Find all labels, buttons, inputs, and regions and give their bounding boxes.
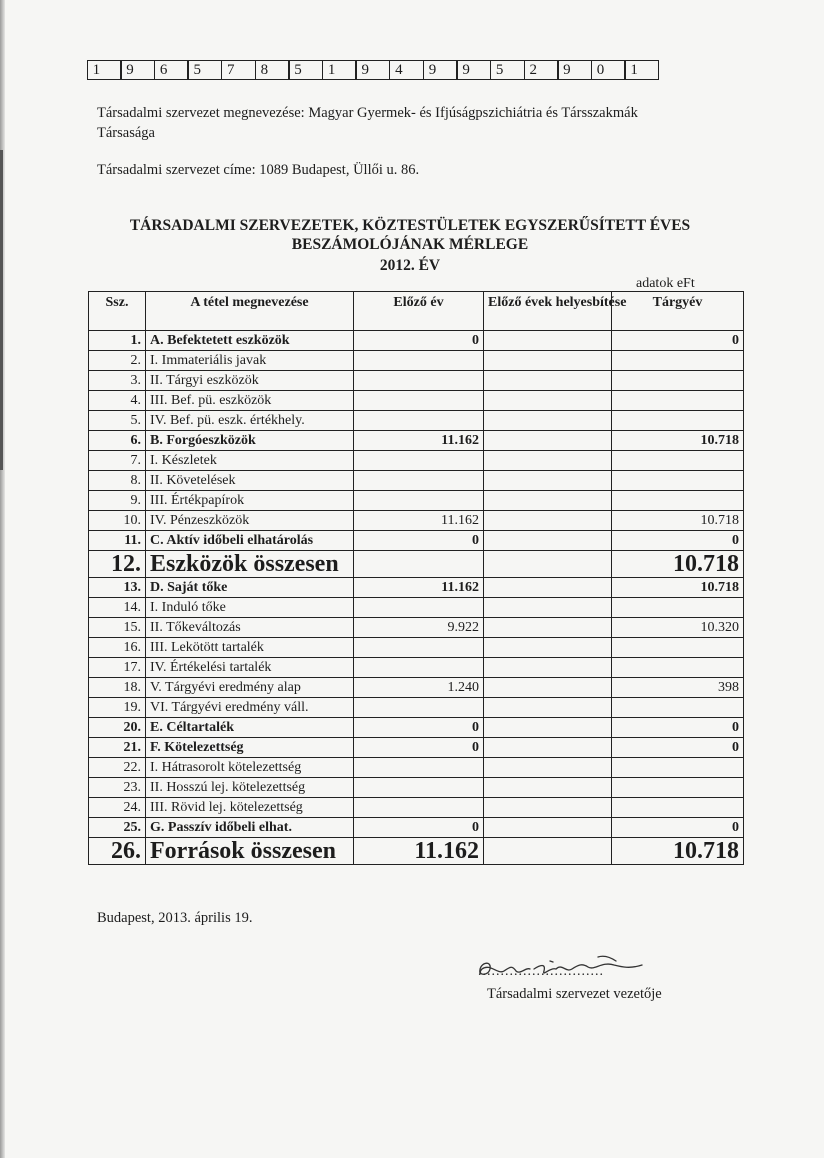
prev-year-cell xyxy=(354,471,484,491)
title-year: 2012. ÉV xyxy=(379,257,441,274)
organization-address: Társadalmi szervezet címe: 1089 Budapest, Üllői u. 86. xyxy=(97,162,420,178)
correction-cell xyxy=(484,838,612,865)
prev-year-cell xyxy=(354,551,484,578)
table-row xyxy=(89,578,744,598)
row-number-cell: 15. xyxy=(89,618,146,638)
prev-year-cell xyxy=(354,658,484,678)
prev-year-cell: 1.240 xyxy=(354,678,484,698)
current-year-cell xyxy=(612,451,744,471)
correction-cell xyxy=(484,511,612,531)
current-year-cell xyxy=(612,598,744,618)
table-row xyxy=(89,718,744,738)
item-name-cell: I. Induló tőke xyxy=(146,598,354,618)
id-digit-box: 9 xyxy=(423,60,458,80)
prev-year-cell: 0 xyxy=(354,331,484,351)
row-number-cell: 7. xyxy=(89,451,146,471)
table-row xyxy=(89,818,744,838)
correction-cell xyxy=(484,471,612,491)
current-year-cell: 0 xyxy=(612,718,744,738)
correction-cell xyxy=(484,551,612,578)
correction-cell xyxy=(484,758,612,778)
id-digit-box: 5 xyxy=(187,60,222,80)
table-row xyxy=(89,391,744,411)
id-digit-box: 4 xyxy=(389,60,424,80)
correction-cell xyxy=(484,798,612,818)
row-number-cell: 13. xyxy=(89,578,146,598)
current-year-cell: 10.718 xyxy=(612,511,744,531)
current-year-cell xyxy=(612,758,744,778)
table-row xyxy=(89,351,744,371)
title-line1: TÁRSADALMI SZERVEZETEK, KÖZTESTÜLETEK EGYSZERŰSÍTETT ÉVES xyxy=(129,217,691,234)
current-year-cell xyxy=(612,638,744,658)
header-item-name: A tétel megnevezése xyxy=(146,292,354,331)
table-row xyxy=(89,491,744,511)
correction-cell xyxy=(484,411,612,431)
correction-cell xyxy=(484,718,612,738)
correction-cell xyxy=(484,371,612,391)
id-digit-box: 5 xyxy=(288,60,323,80)
item-name-cell: C. Aktív időbeli elhatárolás xyxy=(146,531,354,551)
current-year-cell xyxy=(612,658,744,678)
item-name-cell: II. Követelések xyxy=(146,471,354,491)
table-row xyxy=(89,678,744,698)
prev-year-cell xyxy=(354,451,484,471)
row-number-cell: 22. xyxy=(89,758,146,778)
item-name-cell: III. Értékpapírok xyxy=(146,491,354,511)
table-row xyxy=(89,431,744,451)
row-number-cell: 11. xyxy=(89,531,146,551)
table-row xyxy=(89,331,744,351)
header-ssz: Ssz. xyxy=(89,292,146,331)
prev-year-cell xyxy=(354,598,484,618)
item-name-cell: III. Lekötött tartalék xyxy=(146,638,354,658)
correction-cell xyxy=(484,818,612,838)
table-row xyxy=(89,598,744,618)
header-prev-year: Előző év xyxy=(354,292,484,331)
row-number-cell: 6. xyxy=(89,431,146,451)
table-row xyxy=(89,451,744,471)
current-year-cell: 0 xyxy=(612,531,744,551)
current-year-cell: 0 xyxy=(612,818,744,838)
signature-caption: Társadalmi szervezet vezetője xyxy=(487,986,662,1002)
table-row xyxy=(89,371,744,391)
id-digit-box: 0 xyxy=(591,60,626,80)
item-name-cell: V. Tárgyévi eredmény alap xyxy=(146,678,354,698)
table-row xyxy=(89,658,744,678)
prev-year-cell xyxy=(354,698,484,718)
item-name-cell: D. Saját tőke xyxy=(146,578,354,598)
current-year-cell: 10.718 xyxy=(612,431,744,451)
correction-cell xyxy=(484,618,612,638)
current-year-cell: 10.718 xyxy=(612,578,744,598)
current-year-cell: 0 xyxy=(612,738,744,758)
item-name-cell: I. Immateriális javak xyxy=(146,351,354,371)
current-year-cell: 0 xyxy=(612,331,744,351)
prev-year-cell: 11.162 xyxy=(354,511,484,531)
correction-cell xyxy=(484,778,612,798)
current-year-cell xyxy=(612,471,744,491)
item-name-cell: III. Rövid lej. kötelezettség xyxy=(146,798,354,818)
row-number-cell: 14. xyxy=(89,598,146,618)
id-digit-box: 5 xyxy=(490,60,525,80)
prev-year-cell xyxy=(354,758,484,778)
prev-year-cell: 0 xyxy=(354,818,484,838)
header-correction: Előző évek helyesbítése xyxy=(484,292,612,331)
correction-cell xyxy=(484,451,612,471)
item-name-cell: III. Bef. pü. eszközök xyxy=(146,391,354,411)
table-row xyxy=(89,471,744,491)
tax-id-boxes xyxy=(88,60,659,80)
table-row xyxy=(89,638,744,658)
row-number-cell: 8. xyxy=(89,471,146,491)
prev-year-cell: 0 xyxy=(354,531,484,551)
item-name-cell: II. Tőkeváltozás xyxy=(146,618,354,638)
prev-year-cell: 9.922 xyxy=(354,618,484,638)
item-name-cell: IV. Bef. pü. eszk. értékhely. xyxy=(146,411,354,431)
row-number-cell: 10. xyxy=(89,511,146,531)
row-number-cell: 23. xyxy=(89,778,146,798)
scan-edge-mark xyxy=(0,150,3,470)
id-digit-box: 2 xyxy=(524,60,559,80)
row-number-cell: 25. xyxy=(89,818,146,838)
item-name-cell: VI. Tárgyévi eredmény váll. xyxy=(146,698,354,718)
current-year-cell xyxy=(612,778,744,798)
id-digit-box: 1 xyxy=(87,60,122,80)
organization-name-line1: Társadalmi szervezet megnevezése: Magyar Gyermek- és Ifjúságpszichiátria és Társszakmák xyxy=(97,105,638,121)
item-name-cell: I. Hátrasorolt kötelezettség xyxy=(146,758,354,778)
item-name-cell: I. Készletek xyxy=(146,451,354,471)
current-year-cell: 10.320 xyxy=(612,618,744,638)
table-row xyxy=(89,738,744,758)
prev-year-cell xyxy=(354,391,484,411)
title-line2: BESZÁMOLÓJÁNAK MÉRLEGE xyxy=(291,236,529,253)
item-name-cell: IV. Értékelési tartalék xyxy=(146,658,354,678)
row-number-cell: 3. xyxy=(89,371,146,391)
correction-cell xyxy=(484,531,612,551)
current-year-cell xyxy=(612,411,744,431)
correction-cell xyxy=(484,738,612,758)
id-digit-box: 9 xyxy=(557,60,592,80)
table-row xyxy=(89,618,744,638)
row-number-cell: 9. xyxy=(89,491,146,511)
prev-year-cell xyxy=(354,351,484,371)
table-row xyxy=(89,551,744,578)
unit-note: adatok eFt xyxy=(636,276,695,291)
correction-cell xyxy=(484,491,612,511)
item-name-cell: A. Befektetett eszközök xyxy=(146,331,354,351)
table-row xyxy=(89,531,744,551)
item-name-cell: IV. Pénzeszközök xyxy=(146,511,354,531)
row-number-cell: 17. xyxy=(89,658,146,678)
table-row xyxy=(89,411,744,431)
prev-year-cell xyxy=(354,411,484,431)
item-name-cell: II. Tárgyi eszközök xyxy=(146,371,354,391)
item-name-cell: B. Forgóeszközök xyxy=(146,431,354,451)
prev-year-cell xyxy=(354,778,484,798)
row-number-cell: 5. xyxy=(89,411,146,431)
item-name-cell: E. Céltartalék xyxy=(146,718,354,738)
id-digit-box: 1 xyxy=(624,60,659,80)
prev-year-cell xyxy=(354,371,484,391)
prev-year-cell: 11.162 xyxy=(354,431,484,451)
row-number-cell: 20. xyxy=(89,718,146,738)
row-number-cell: 21. xyxy=(89,738,146,758)
balance-sheet-table xyxy=(88,291,744,865)
id-digit-box: 9 xyxy=(456,60,491,80)
table-body xyxy=(89,331,744,865)
table-header-row xyxy=(89,292,744,331)
current-year-cell: 398 xyxy=(612,678,744,698)
prev-year-cell xyxy=(354,638,484,658)
place-date: Budapest, 2013. április 19. xyxy=(97,910,253,926)
row-number-cell: 18. xyxy=(89,678,146,698)
correction-cell xyxy=(484,658,612,678)
correction-cell xyxy=(484,431,612,451)
correction-cell xyxy=(484,391,612,411)
row-number-cell: 19. xyxy=(89,698,146,718)
correction-cell xyxy=(484,351,612,371)
row-number-cell: 16. xyxy=(89,638,146,658)
header-current-year: Tárgyév xyxy=(612,292,744,331)
organization-name-line2: Társasága xyxy=(97,125,155,141)
organization-name xyxy=(97,103,737,143)
prev-year-cell: 0 xyxy=(354,738,484,758)
prev-year-cell: 0 xyxy=(354,718,484,738)
current-year-cell: 10.718 xyxy=(612,551,744,578)
prev-year-cell xyxy=(354,491,484,511)
table-row xyxy=(89,698,744,718)
current-year-cell xyxy=(612,698,744,718)
prev-year-cell: 11.162 xyxy=(354,838,484,865)
item-name-cell: G. Passzív időbeli elhat. xyxy=(146,818,354,838)
row-number-cell: 4. xyxy=(89,391,146,411)
correction-cell xyxy=(484,678,612,698)
correction-cell xyxy=(484,331,612,351)
id-digit-box: 8 xyxy=(255,60,290,80)
signature-line: ............................ xyxy=(478,964,604,979)
prev-year-cell: 11.162 xyxy=(354,578,484,598)
row-number-cell: 1. xyxy=(89,331,146,351)
current-year-cell xyxy=(612,491,744,511)
item-name-cell: F. Kötelezettség xyxy=(146,738,354,758)
id-digit-box: 1 xyxy=(322,60,357,80)
id-digit-box: 9 xyxy=(120,60,155,80)
current-year-cell xyxy=(612,798,744,818)
current-year-cell xyxy=(612,391,744,411)
item-name-cell: II. Hosszú lej. kötelezettség xyxy=(146,778,354,798)
item-name-cell: Eszközök összesen xyxy=(146,551,354,578)
table-row xyxy=(89,798,744,818)
id-digit-box: 7 xyxy=(221,60,256,80)
id-digit-box: 9 xyxy=(355,60,390,80)
prev-year-cell xyxy=(354,798,484,818)
table-row xyxy=(89,511,744,531)
correction-cell xyxy=(484,598,612,618)
current-year-cell xyxy=(612,371,744,391)
row-number-cell: 26. xyxy=(89,838,146,865)
current-year-cell: 10.718 xyxy=(612,838,744,865)
id-digit-box: 6 xyxy=(154,60,189,80)
current-year-cell xyxy=(612,351,744,371)
row-number-cell: 2. xyxy=(89,351,146,371)
row-number-cell: 12. xyxy=(89,551,146,578)
table-row xyxy=(89,758,744,778)
table-row xyxy=(89,778,744,798)
item-name-cell: Források összesen xyxy=(146,838,354,865)
correction-cell xyxy=(484,578,612,598)
correction-cell xyxy=(484,638,612,658)
table-row xyxy=(89,838,744,865)
row-number-cell: 24. xyxy=(89,798,146,818)
correction-cell xyxy=(484,698,612,718)
